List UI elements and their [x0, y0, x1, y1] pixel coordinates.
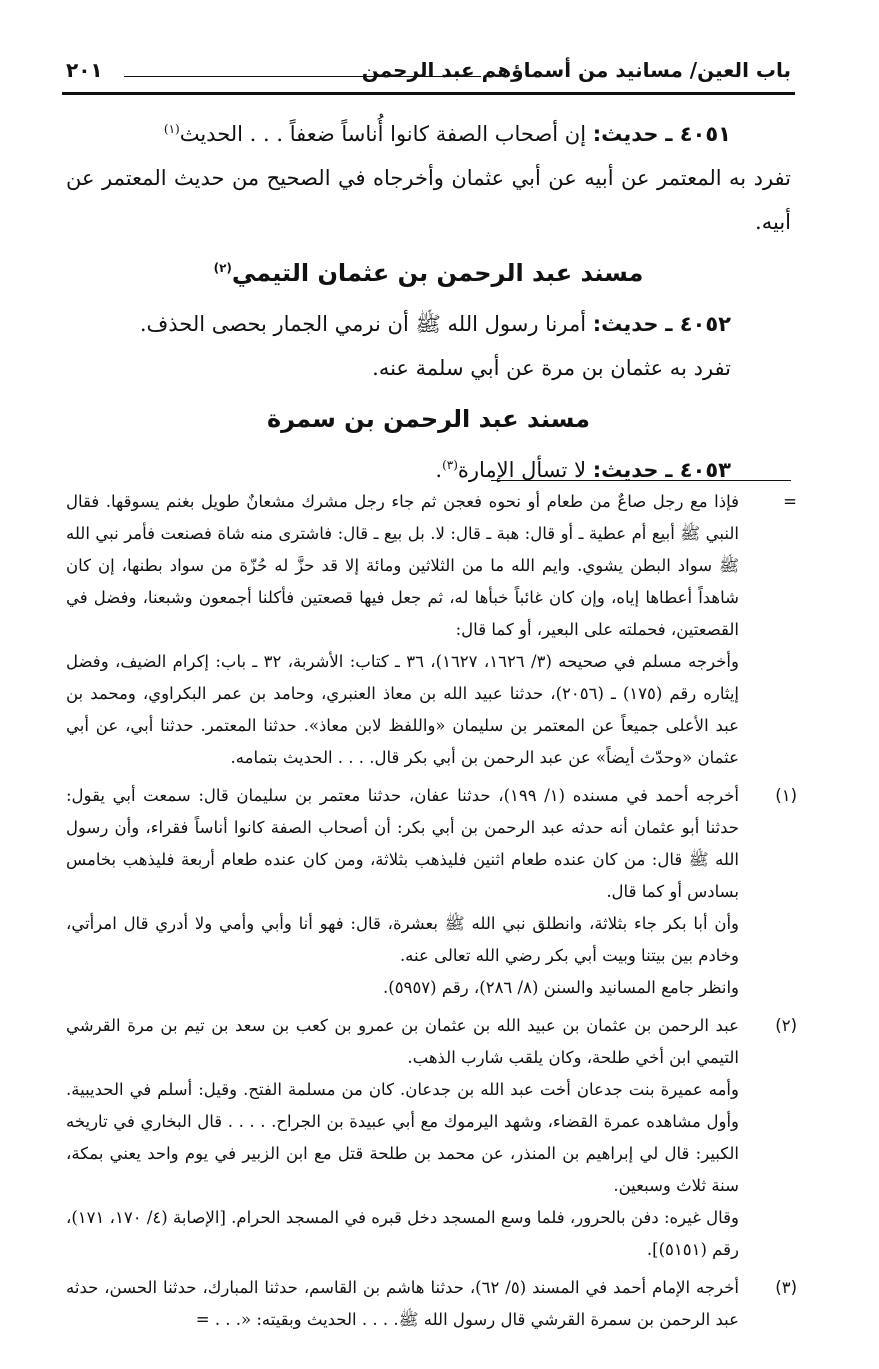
- footnote-text: أخرجه الإمام أحمد في المسند (٥/ ٦٢)، حدثنا هاشم بن القاسم، حدثنا المبارك، حدثنا الحسن، حدثه عبد الرحمن بن سمرة القرشي قال رسول الله ﷺ. . . . الحديث وبقيته: «. . .: [66, 1278, 739, 1329]
- footnote-paragraph: وأمه عميرة بنت جدعان أخت عبد الله بن جدعان. كان من مسلمة الفتح. وقيل: أسلم في الحديبية. وأول مشاهده عمرة القضاء، وشهد اليرموك مع أبي عبيدة بن الجراح. . . . . قال البخاري في تاريخه الكبير: قال لي إبراهيم بن المنذر، عن محمد بن طلحة قتل مع ابن الزبير في يوم واحد يعني بمكة، سنة ثلاث وسبعين.: [66, 1080, 739, 1195]
- footnote-3: [66, 1272, 797, 1336]
- footnote-separator: [491, 480, 791, 481]
- hadith-text: أمرنا رسول الله ﷺ أن نرمي الجمار بحصى الحذف.: [139, 312, 587, 336]
- continuation-mark-end: =: [195, 1310, 210, 1329]
- footnote-paragraph: فإذا مع رجل صاعٌ من طعام أو نحوه فعجن ثم جاء رجل مشرك مشعانٌ طويل بغنم يسوقها. فقال النبي ﷺ أبيع أم عطية ـ أو قال: هبة ـ قال: لا. بل بيع ـ قال: فاشترى منه شاة فصنعت فأمر نبي الله ﷺ سواد البطن يشوي. وايم الله ما من الثلاثين ومائة إلا قد حزَّ له حُزّة من سواد بطنها، إن كان شاهداً أعطاها إياه، وإن كان غائباً خبأها له، ثم جعل فيها قصعتين فأكلنا أجمعون وشبعنا، وفضل في القصعتين، فحملته على البعير، أو كما قال:: [66, 492, 739, 639]
- footnote-paragraph: وانظر جامع المسانيد والسنن (٨/ ٢٨٦)، رقم (٥٩٥٧).: [383, 978, 739, 997]
- footnote-marker: (٢): [775, 1016, 797, 1035]
- footnote-paragraph: وقال غيره: دفن بالحرور، فلما وسع المسجد دخل قبره في المسجد الحرام. [الإصابة (٤/ ١٧٠، ١٧١)، رقم (٥١٥١)].: [66, 1208, 739, 1259]
- hadith-number: ٤٠٥٢ ـ: [665, 312, 731, 336]
- running-title: باب العين/ مسانيد من أسماؤهم عبد الرحمن: [361, 58, 791, 82]
- hadith-text: لا تسأل الإمارة: [457, 458, 587, 482]
- hadith-number: ٤٠٥١ ـ: [665, 122, 731, 146]
- footnote-marker: (٣): [775, 1278, 797, 1297]
- footnote-paragraph: [66, 1272, 739, 1336]
- footnote-paragraph: وأخرجه مسلم في صحيحه (٣/ ١٦٢٦، ١٦٢٧)، ٣٦ ـ كتاب: الأشربة، ٣٢ ـ باب: إكرام الضيف، وفضل إيثاره رقم (١٧٥) ـ (٢٠٥٦)، حدثنا عبيد الله بن معاذ العنبري، وحامد بن عمر البكراوي، ومحمد بن عبد الأعلى جميعاً عن المعتمر بن سليمان «واللفظ لابن معاذ». حدثنا المعتمر. حدثنا أبي، عن أبي عثمان «وحدّث أيضاً» عن عبد الرحمن بن أبي بكر قال. . . . الحديث بتمامه.: [66, 652, 740, 767]
- hadith-4052: [66, 302, 791, 346]
- hadith-end: .: [435, 458, 443, 482]
- section-heading-2: مسند عبد الرحمن بن سمرة: [267, 405, 590, 433]
- hadith-4051: [66, 112, 791, 156]
- header-dash-line: [124, 76, 481, 77]
- footnote-continuation: [66, 486, 797, 774]
- hadith-keyword: حديث:: [592, 122, 659, 146]
- page-header: [66, 58, 791, 88]
- page-number: ٢٠١: [66, 58, 103, 82]
- commentary-4051: تفرد به المعتمر عن أبيه عن أبي عثمان وأخرجاه في الصحيح من حديث المعتمر عن أبيه.: [66, 166, 791, 234]
- footnote-paragraph: وأن أبا بكر جاء بثلاثة، وانطلق نبي الله ﷺ بعشرة، قال: فهو أنا وأبي وأمي ولا أدري قال امرأتي، وخادم بين بيتنا وبيت أبي بكر رضي الله تعالى عنه.: [66, 914, 739, 965]
- footnote-ref: (٣): [442, 458, 458, 472]
- footnote-ref: (١): [163, 122, 180, 136]
- commentary-4052: تفرد به عثمان بن مرة عن أبي سلمة عنه.: [372, 356, 731, 380]
- heading-text: مسند عبد الرحمن بن عثمان التيمي: [231, 259, 644, 287]
- footnote-2: [66, 1010, 797, 1266]
- footnote-marker: (١): [775, 786, 797, 805]
- section-heading: [66, 244, 791, 302]
- footnote-paragraph: أخرجه أحمد في مسنده (١/ ١٩٩)، حدثنا عفان، حدثنا معتمر بن سليمان قال: سمعت أبي يقول: حدثنا أبو عثمان أنه حدثه عبد الرحمن بن أبي بكر: أن أصحاب الصفة كانوا أناساً فقراء، وأن رسول الله ﷺ قال: من كان عنده طعام اثنين فليذهب بثلاثة، ومن كان عنده طعام أربعة فليذهب بخامس بسادس أو كما قال.: [66, 786, 739, 901]
- hadith-keyword: حديث:: [592, 312, 659, 336]
- hadith-number: ٤٠٥٣ ـ: [665, 458, 731, 482]
- footnote-1: [66, 780, 797, 1004]
- main-text: [66, 112, 791, 492]
- hadith-text: إن أصحاب الصفة كانوا أُناساً ضعفاً . . . الحديث: [179, 122, 587, 146]
- continuation-mark: =: [783, 492, 797, 511]
- header-rule: [62, 92, 795, 95]
- footnote-paragraph: عبد الرحمن بن عثمان بن عبيد الله بن عثمان بن عمرو بن كعب بن سعد بن تيم بن مرة القرشي التيمي ابن أخي طلحة، وكان يلقب شارب الذهب.: [66, 1016, 739, 1067]
- hadith-keyword: حديث:: [592, 458, 659, 482]
- footnote-ref: (٢): [213, 261, 232, 275]
- footnotes: [66, 486, 797, 1336]
